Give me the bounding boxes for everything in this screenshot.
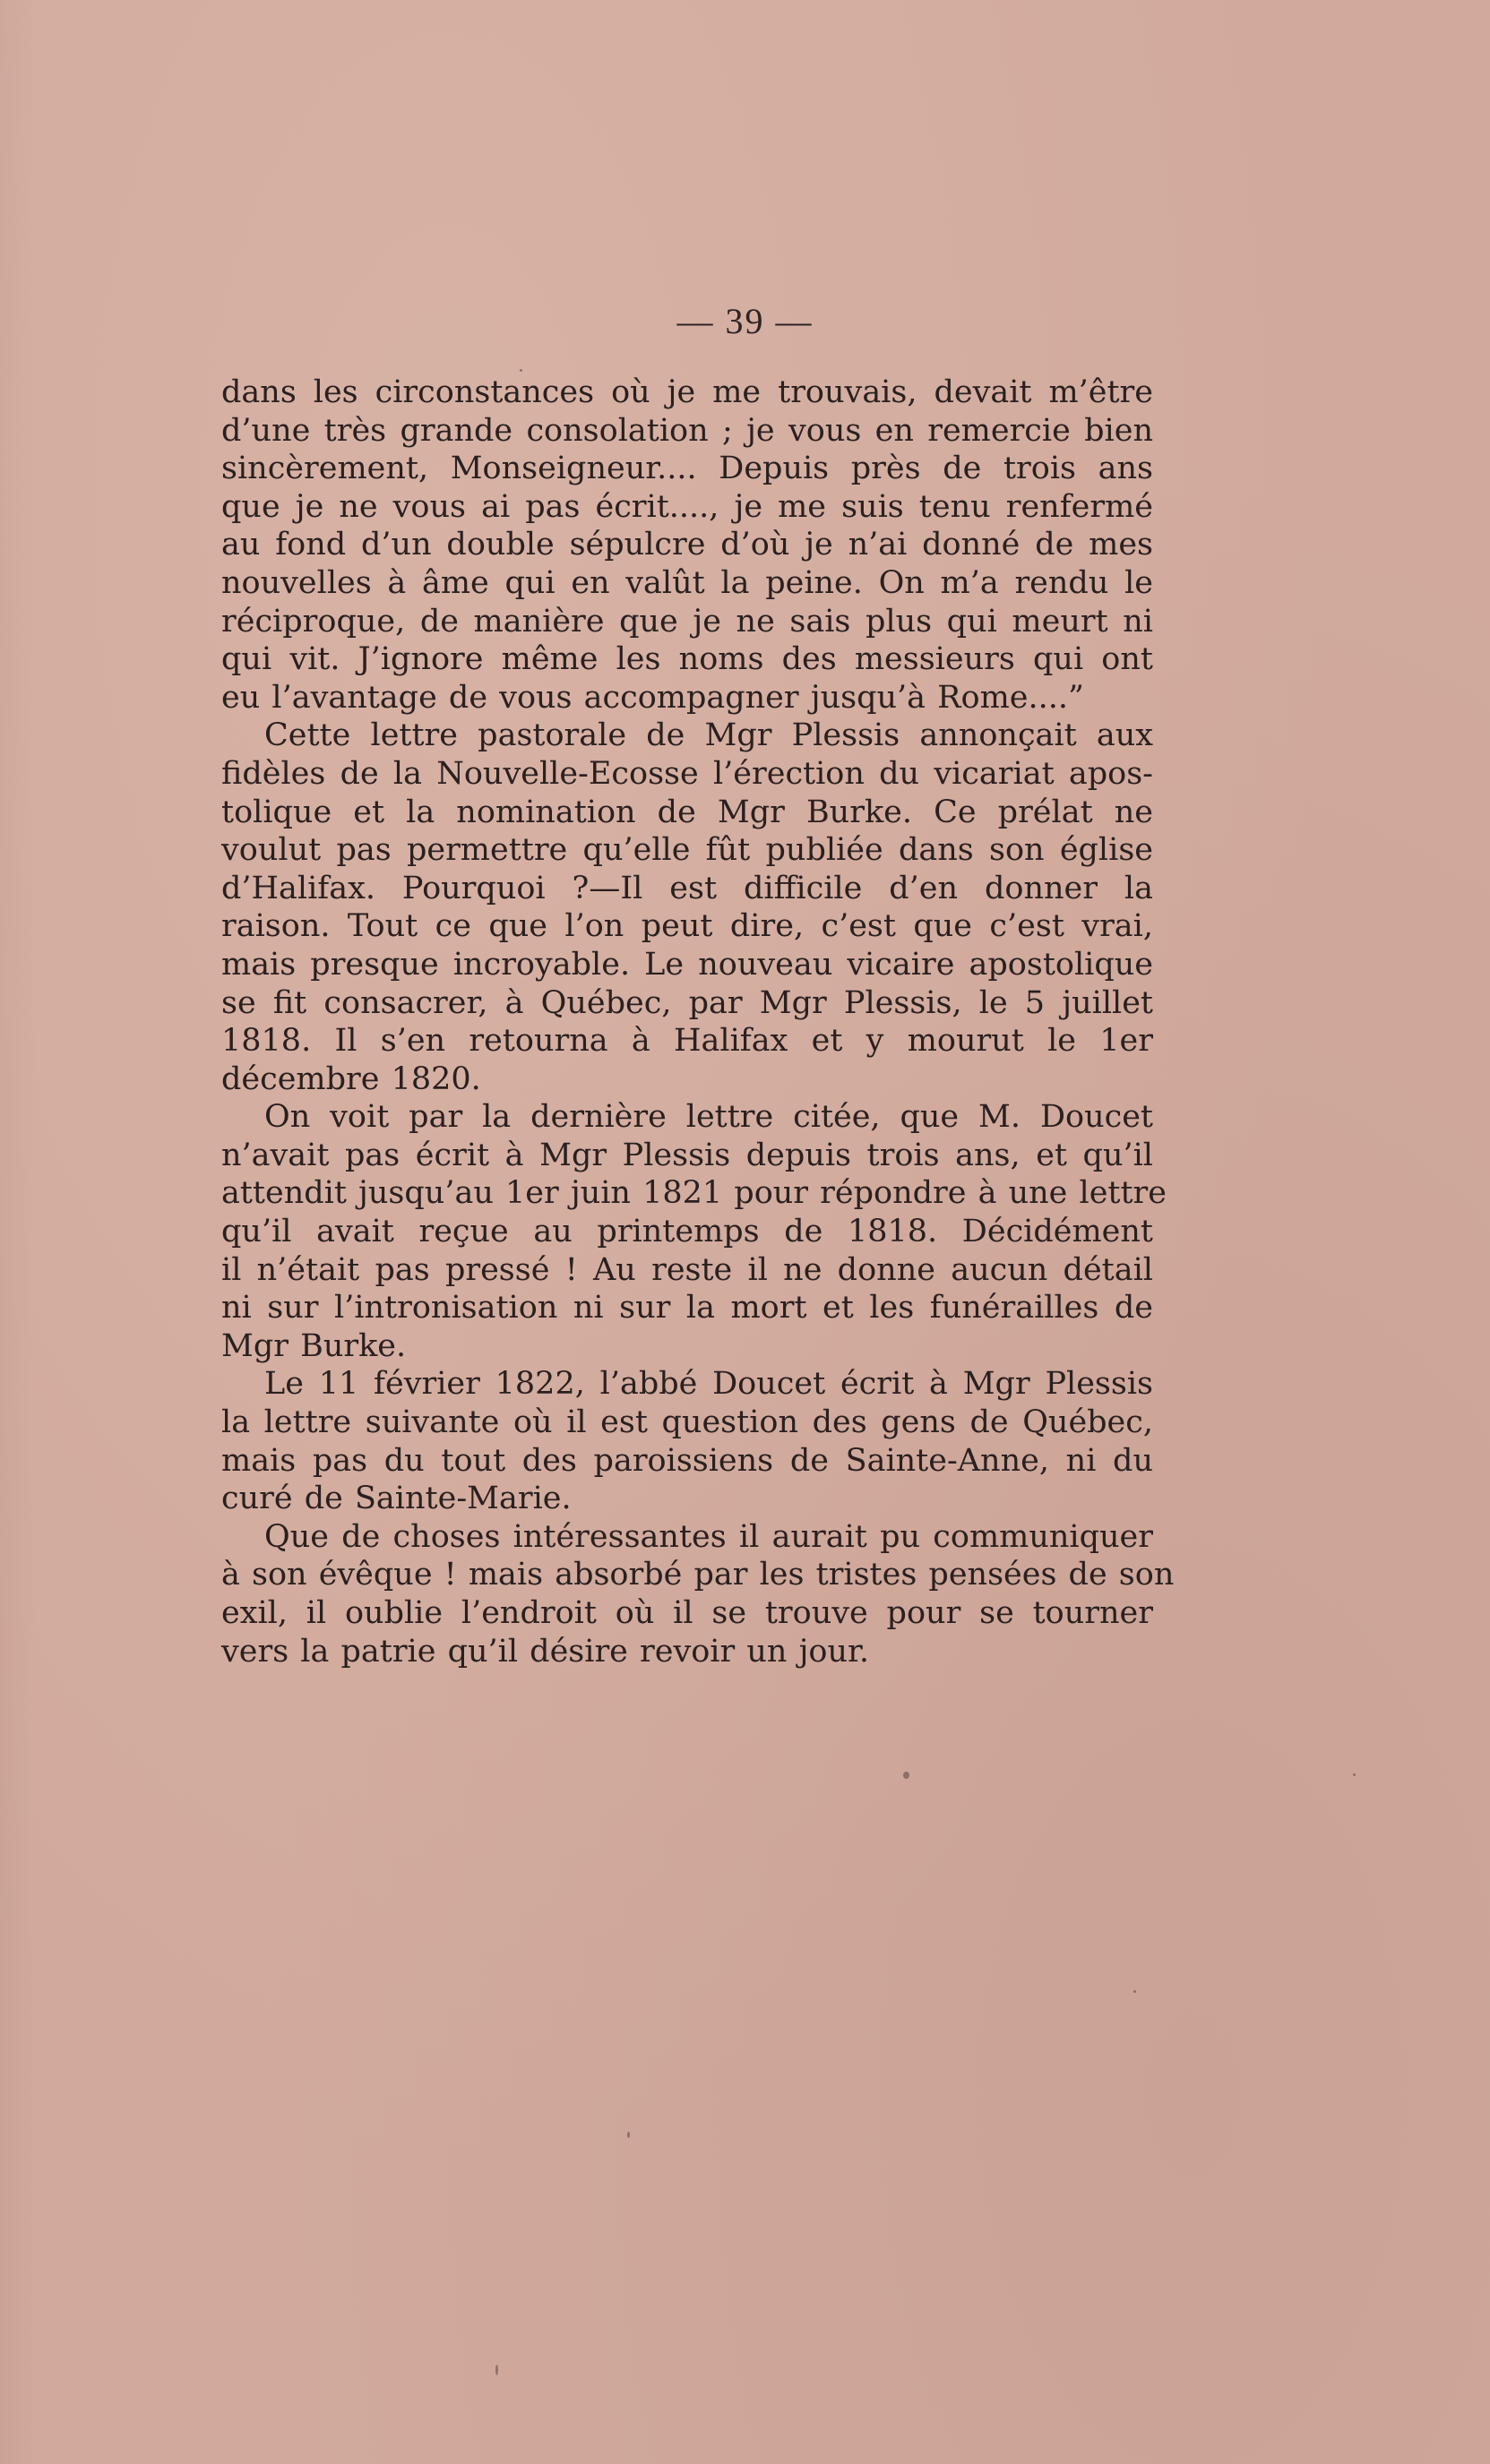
- text-line: attendit jusqu’au 1er juin 1821 pour répondre à une lettre: [221, 1175, 1167, 1212]
- text-line: se fit consacrer, à Québec, par Mgr Plessis, le 5 juillet: [221, 984, 1153, 1021]
- paper-speck: [627, 2132, 630, 2138]
- paragraph-start-line: Cette lettre pastorale de Mgr Plessis annonçait aux: [264, 717, 1153, 754]
- text-line: qui vit. J’ignore même les noms des messieurs qui ont: [221, 641, 1153, 678]
- text-line: curé de Sainte-Marie.: [221, 1481, 572, 1517]
- text-line: 1818. Il s’en retourna à Halifax et y mourut le 1er: [221, 1023, 1153, 1060]
- text-line: à son évêque ! mais absorbé par les tristes pensées de son: [221, 1557, 1175, 1593]
- text-line: que je ne vous ai pas écrit...., je me suis tenu renfermé: [221, 488, 1153, 525]
- text-line: mais presque incroyable. Le nouveau vicaire apostolique: [221, 946, 1153, 983]
- text-line: exil, il oublie l’endroit où il se trouve pour se tourner: [221, 1595, 1153, 1631]
- paragraph-start-line: Le 11 février 1822, l’abbé Doucet écrit à Mgr Plessis: [264, 1366, 1153, 1403]
- paper-speck: [495, 2365, 498, 2375]
- text-line: vers la patrie qu’il désire revoir un jour.: [221, 1633, 870, 1670]
- text-line: au fond d’un double sépulcre d’où je n’ai donné de mes: [221, 527, 1153, 563]
- text-line: décembre 1820.: [221, 1060, 481, 1097]
- text-line: nouvelles à âme qui en valût la peine. On m’a rendu le: [221, 564, 1153, 601]
- body-text: [221, 373, 1175, 1670]
- paper-speck: [1133, 1990, 1136, 1993]
- text-line: eu l’avantage de vous accompagner jusqu’à Rome....”: [221, 679, 1084, 716]
- text-line: il n’était pas pressé ! Au reste il ne donne aucun détail: [221, 1251, 1153, 1288]
- paragraph-start-line: On voit par la dernière lettre citée, que M. Doucet: [264, 1099, 1153, 1136]
- paper-speck: [520, 369, 522, 372]
- text-line: raison. Tout ce que l’on peut dire, c’est que c’est vrai,: [221, 908, 1153, 945]
- text-line: n’avait pas écrit à Mgr Plessis depuis trois ans, et qu’il: [221, 1137, 1153, 1173]
- text-line: mais pas du tout des paroissiens de Sainte-Anne, ni du: [221, 1442, 1153, 1479]
- paragraph-start-line: Que de choses intéressantes il aurait pu communiquer: [264, 1518, 1153, 1555]
- text-line: réciproque, de manière que je ne sais plus qui meurt ni: [221, 603, 1153, 640]
- page-number: — 39 —: [676, 301, 814, 341]
- text-line: fidèles de la Nouvelle-Ecosse l’érection du vicariat apos-: [221, 755, 1153, 792]
- text-line: d’Halifax. Pourquoi ?—Il est difficile d’en donner la: [221, 870, 1153, 906]
- text-line: qu’il avait reçue au printemps de 1818. Décidément: [221, 1214, 1153, 1250]
- text-line: sincèrement, Monseigneur.... Depuis près de trois ans: [221, 451, 1153, 487]
- text-line: d’une très grande consolation ; je vous en remercie bien: [221, 412, 1153, 449]
- paper-speck: [1353, 1773, 1356, 1776]
- text-line: tolique et la nomination de Mgr Burke. Ce prélat ne: [221, 794, 1153, 830]
- paper-speck: [903, 1772, 909, 1779]
- text-line: la lettre suivante où il est question des gens de Québec,: [221, 1404, 1153, 1441]
- text-line: ni sur l’intronisation ni sur la mort et les funérailles de: [221, 1290, 1153, 1326]
- text-line: Mgr Burke.: [221, 1327, 407, 1364]
- text-line: voulut pas permettre qu’elle fût publiée dans son église: [221, 832, 1153, 869]
- text-line: dans les circonstances où je me trouvais, devait m’être: [221, 374, 1153, 410]
